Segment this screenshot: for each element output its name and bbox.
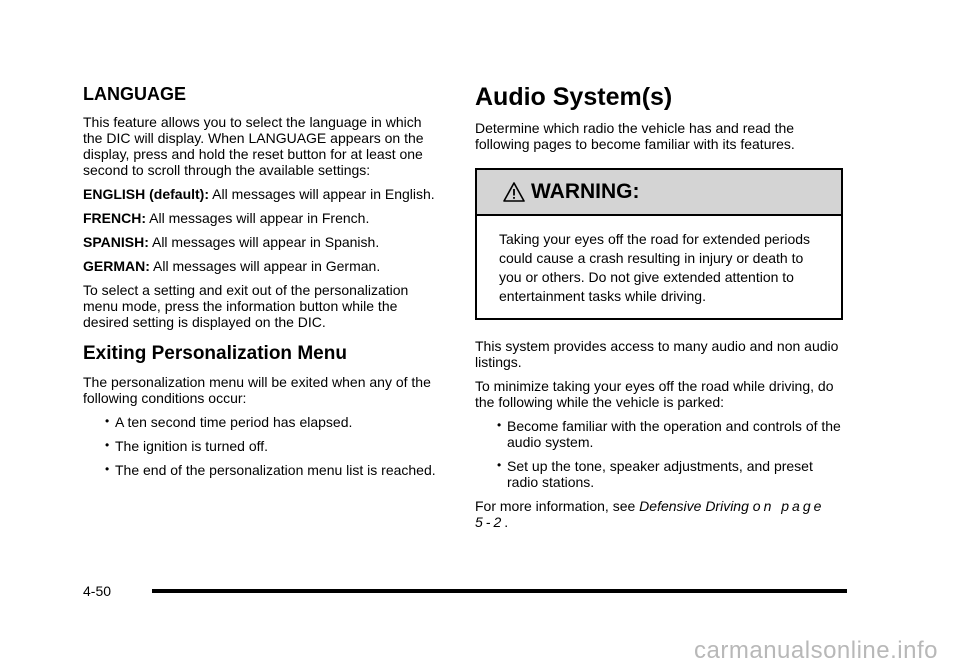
more-info-prefix: For more information, see <box>475 498 640 514</box>
warning-title: WARNING: <box>531 180 640 203</box>
list-item <box>83 414 443 430</box>
list-item-text: The end of the personalization menu list is reached. <box>115 462 436 478</box>
bullet-icon: • <box>105 438 110 452</box>
warning-header <box>477 170 841 216</box>
warning-triangle-icon <box>503 181 525 203</box>
right-column <box>475 82 843 538</box>
page-number: 4-50 <box>83 583 112 599</box>
list-item <box>83 462 443 478</box>
exit-heading: Exiting Personalization Menu <box>83 343 347 364</box>
option-german <box>83 258 443 274</box>
footer-rule <box>152 589 847 593</box>
option-term: SPANISH: <box>83 234 149 250</box>
bullet-icon: • <box>497 458 502 472</box>
exit-intro: The personalization menu will be exited when any of the following conditions occur: <box>83 374 431 406</box>
option-english <box>83 186 443 202</box>
warning-body: Taking your eyes off the road for extended periods could cause a crash resulting in injury or death to you or others. Do not give extended attention to entertainment tasks while driving. <box>499 231 811 304</box>
option-desc: All messages will appear in French. <box>149 210 370 226</box>
list-item-text: Become familiar with the operation and controls of the audio system. <box>507 418 841 450</box>
exit-conditions-list <box>83 414 443 478</box>
option-desc: All messages will appear in German. <box>153 258 381 274</box>
page-reference-link[interactable]: on page 5-2 <box>475 498 825 530</box>
watermark: carmanualsonline.info <box>694 637 938 664</box>
parked-tasks-list <box>475 418 843 490</box>
minimize-text: To minimize taking your eyes off the road while driving, do the following while the vehicle is parked: <box>475 378 834 410</box>
list-item-text: Set up the tone, speaker adjustments, and preset radio stations. <box>507 458 813 490</box>
option-desc: All messages will appear in Spanish. <box>151 234 380 250</box>
bullet-icon: • <box>497 418 502 432</box>
option-term: GERMAN: <box>83 258 150 274</box>
list-item <box>475 418 843 450</box>
list-item <box>83 438 443 454</box>
option-spanish <box>83 234 443 250</box>
audio-heading: Audio System(s) <box>475 83 673 111</box>
language-intro: This feature allows you to select the language in which the DIC will display. When LANGUAGE appears on the display, press and hold the reset button for at least one second to scroll through the available settings: <box>83 114 424 178</box>
defensive-driving-link[interactable]: Defensive Driving <box>639 498 749 514</box>
access-text: This system provides access to many audio and non audio listings. <box>475 338 839 370</box>
option-term: FRENCH: <box>83 210 146 226</box>
more-info-suffix: . <box>504 514 509 530</box>
option-french <box>83 210 443 226</box>
more-info <box>475 498 843 530</box>
list-item-text: The ignition is turned off. <box>115 438 269 454</box>
left-column <box>83 82 443 486</box>
select-instructions: To select a setting and exit out of the personalization menu mode, press the information button while the desired setting is displayed on the DIC. <box>83 282 409 330</box>
language-heading: LANGUAGE <box>83 84 186 104</box>
warning-box <box>475 168 843 320</box>
list-item-text: A ten second time period has elapsed. <box>115 414 353 430</box>
audio-intro: Determine which radio the vehicle has and read the following pages to become familiar with its features. <box>475 120 795 152</box>
option-term: ENGLISH (default): <box>83 186 209 202</box>
option-desc: All messages will appear in English. <box>212 186 435 202</box>
bullet-icon: • <box>105 414 110 428</box>
bullet-icon: • <box>105 462 110 476</box>
list-item <box>475 458 843 490</box>
